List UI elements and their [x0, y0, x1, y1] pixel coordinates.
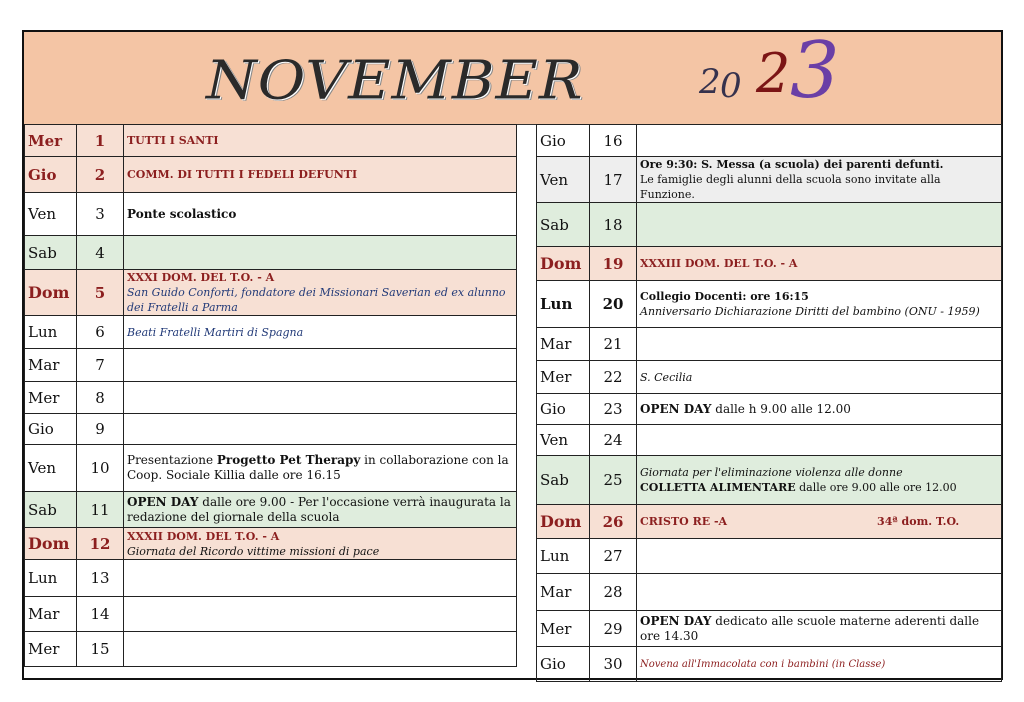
weekday-cell: Sab	[537, 456, 590, 505]
day-number-cell: 7	[77, 349, 124, 382]
event-text: XXXII DOM. DEL T.O. - A	[127, 529, 280, 543]
day-row	[25, 236, 517, 270]
day-row	[537, 247, 1002, 281]
event-text: in collaborazione con la Coop. Sociale Killia dalle ore 16.15	[127, 453, 509, 482]
event-cell	[124, 236, 517, 270]
event-cell	[637, 505, 1002, 539]
day-row	[537, 539, 1002, 574]
day-number-cell: 2	[77, 157, 124, 193]
weekday-cell: Mar	[537, 328, 590, 361]
event-text: OPEN DAY	[127, 494, 199, 509]
day-row	[25, 382, 517, 414]
event-text: 34ª dom. T.O.	[877, 515, 960, 528]
event-text: Le famiglie degli alunni della scuola sono invitate alla Funzione.	[640, 173, 941, 201]
weekday-cell: Mer	[25, 632, 77, 667]
day-number-cell: 19	[590, 247, 637, 281]
day-number-cell: 27	[590, 539, 637, 574]
event-cell	[637, 247, 1002, 281]
event-text: CRISTO RE -A	[640, 515, 728, 528]
day-row	[25, 193, 517, 236]
day-row	[537, 456, 1002, 505]
event-cell	[124, 349, 517, 382]
day-number-cell: 21	[590, 328, 637, 361]
calendar-sheet	[22, 30, 1003, 680]
event-cell	[124, 382, 517, 414]
calendar-right-column	[536, 124, 1002, 682]
event-cell	[124, 414, 517, 445]
event-text: COMM. DI TUTTI I FEDELI DEFUNTI	[127, 168, 358, 181]
event-cell	[124, 560, 517, 597]
day-row	[25, 414, 517, 445]
year-digit: 3	[790, 32, 840, 116]
day-number-cell: 9	[77, 414, 124, 445]
day-row	[537, 328, 1002, 361]
day-row	[537, 611, 1002, 647]
day-row	[25, 125, 517, 157]
weekday-cell: Gio	[537, 647, 590, 682]
event-cell	[124, 492, 517, 528]
day-row	[25, 157, 517, 193]
day-number-cell: 1	[77, 125, 124, 157]
weekday-cell: Dom	[25, 270, 77, 316]
event-cell	[637, 328, 1002, 361]
weekday-cell: Lun	[25, 560, 77, 597]
calendar-left-column	[24, 124, 517, 667]
event-cell	[124, 528, 517, 560]
event-text: OPEN DAY	[640, 613, 712, 628]
day-row	[537, 505, 1002, 539]
event-cell	[637, 611, 1002, 647]
day-number-cell: 5	[77, 270, 124, 316]
month-title: NOVEMBER	[206, 48, 584, 112]
event-cell	[637, 125, 1002, 157]
year-digit: 0	[720, 66, 742, 106]
weekday-cell: Sab	[25, 236, 77, 270]
event-text: dalle ore 9.00 - Per l'occasione verrà inaugurata la redazione del giornale della scuola	[127, 494, 511, 524]
event-cell	[124, 316, 517, 349]
weekday-cell: Ven	[537, 157, 590, 203]
event-text: Ponte scolastico	[127, 206, 237, 221]
day-row	[537, 425, 1002, 456]
event-text: Ore 9:30: S. Messa (a scuola) dei parenti defunti.	[640, 158, 944, 171]
event-cell	[637, 539, 1002, 574]
month-header	[24, 32, 1001, 125]
weekday-cell: Gio	[25, 157, 77, 193]
event-text: Giornata del Ricordo vittime missioni di pace	[127, 544, 380, 558]
day-number-cell: 18	[590, 203, 637, 247]
day-number-cell: 11	[77, 492, 124, 528]
event-text: San Guido Conforti, fondatore dei Missionari Saverian ed ex alunno dei Fratelli a Parma	[127, 286, 506, 314]
day-number-cell: 4	[77, 236, 124, 270]
event-text: TUTTI I SANTI	[127, 134, 219, 147]
event-cell	[124, 445, 517, 492]
weekday-cell: Mer	[25, 382, 77, 414]
weekday-cell: Gio	[537, 394, 590, 425]
day-number-cell: 29	[590, 611, 637, 647]
event-text: dalle ore 9.00 alle ore 12.00	[795, 481, 957, 494]
day-number-cell: 13	[77, 560, 124, 597]
event-cell	[124, 632, 517, 667]
event-cell	[637, 281, 1002, 328]
weekday-cell: Mar	[25, 349, 77, 382]
event-cell	[124, 125, 517, 157]
day-row	[25, 316, 517, 349]
weekday-cell: Lun	[25, 316, 77, 349]
day-number-cell: 17	[590, 157, 637, 203]
day-row	[25, 597, 517, 632]
weekday-cell: Lun	[537, 281, 590, 328]
day-number-cell: 28	[590, 574, 637, 611]
weekday-cell: Dom	[25, 528, 77, 560]
weekday-cell: Mer	[537, 611, 590, 647]
day-row	[537, 647, 1002, 682]
day-row	[537, 394, 1002, 425]
day-number-cell: 25	[590, 456, 637, 505]
day-number-cell: 6	[77, 316, 124, 349]
event-text: Novena all'Immacolata con i bambini (in Classe)	[640, 658, 886, 670]
weekday-cell: Ven	[25, 445, 77, 492]
event-cell	[124, 270, 517, 316]
event-text: Collegio Docenti: ore 16:15	[640, 290, 809, 303]
day-row	[25, 445, 517, 492]
event-cell	[637, 456, 1002, 505]
event-cell	[637, 361, 1002, 394]
event-text: Beati Fratelli Martiri di Spagna	[127, 325, 304, 339]
weekday-cell: Gio	[25, 414, 77, 445]
weekday-cell: Sab	[537, 203, 590, 247]
day-row	[537, 361, 1002, 394]
day-row	[25, 632, 517, 667]
day-row	[25, 270, 517, 316]
day-number-cell: 26	[590, 505, 637, 539]
day-number-cell: 14	[77, 597, 124, 632]
day-number-cell: 12	[77, 528, 124, 560]
event-cell	[637, 425, 1002, 456]
event-cell	[637, 574, 1002, 611]
event-text: dedicato alle scuole materne aderenti dalle ore 14.30	[640, 613, 980, 643]
weekday-cell: Lun	[537, 539, 590, 574]
day-row	[537, 574, 1002, 611]
day-number-cell: 22	[590, 361, 637, 394]
event-text: OPEN DAY	[640, 401, 712, 416]
weekday-cell: Mar	[25, 597, 77, 632]
day-number-cell: 3	[77, 193, 124, 236]
event-text: COLLETTA ALIMENTARE	[640, 481, 796, 494]
weekday-cell: Mer	[537, 361, 590, 394]
weekday-cell: Mar	[537, 574, 590, 611]
day-number-cell: 15	[77, 632, 124, 667]
day-number-cell: 16	[590, 125, 637, 157]
weekday-cell: Dom	[537, 505, 590, 539]
day-row	[537, 203, 1002, 247]
event-cell	[637, 203, 1002, 247]
event-text: XXXI DOM. DEL T.O. - A	[127, 271, 275, 284]
day-number-cell: 20	[590, 281, 637, 328]
event-text: dalle h 9.00 alle 12.00	[711, 401, 851, 416]
weekday-cell: Ven	[537, 425, 590, 456]
year-digit: 2	[699, 62, 721, 102]
event-cell	[124, 193, 517, 236]
event-text: S. Cecilia	[640, 370, 693, 384]
day-row	[537, 281, 1002, 328]
event-text: Giornata per l'eliminazione violenza alle donne	[640, 466, 903, 479]
event-cell	[637, 647, 1002, 682]
year-digit: 2	[756, 42, 791, 105]
day-number-cell: 23	[590, 394, 637, 425]
day-number-cell: 24	[590, 425, 637, 456]
day-number-cell: 8	[77, 382, 124, 414]
event-text: XXXIII DOM. DEL T.O. - A	[640, 257, 798, 270]
day-row	[25, 492, 517, 528]
event-cell	[637, 157, 1002, 203]
weekday-cell: Gio	[537, 125, 590, 157]
day-number-cell: 30	[590, 647, 637, 682]
event-cell	[124, 597, 517, 632]
day-row	[537, 157, 1002, 203]
day-number-cell: 10	[77, 445, 124, 492]
weekday-cell: Dom	[537, 247, 590, 281]
weekday-cell: Ven	[25, 193, 77, 236]
day-row	[537, 125, 1002, 157]
event-text: Anniversario Dichiarazione Diritti del bambino (ONU - 1959)	[640, 305, 980, 318]
event-text: Presentazione	[127, 453, 217, 467]
day-row	[25, 349, 517, 382]
weekday-cell: Sab	[25, 492, 77, 528]
day-row	[25, 528, 517, 560]
event-text: Progetto Pet Therapy	[216, 453, 361, 467]
event-cell	[124, 157, 517, 193]
event-cell	[637, 394, 1002, 425]
day-row	[25, 560, 517, 597]
weekday-cell: Mer	[25, 125, 77, 157]
